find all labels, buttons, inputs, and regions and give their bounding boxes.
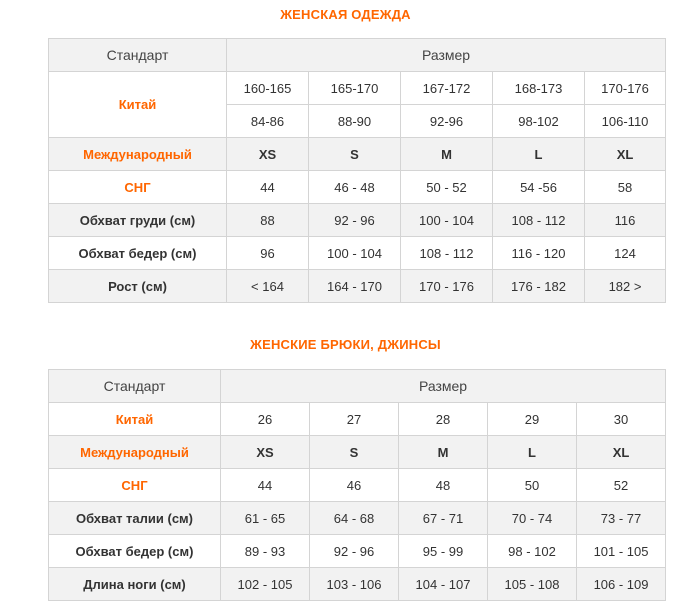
table-cell: 108 - 112: [401, 237, 493, 270]
table-header-row: [49, 370, 666, 403]
standard-header: Стандарт: [49, 370, 221, 403]
table-cell: 103 - 106: [310, 568, 399, 601]
table-cell: 89 - 93: [221, 535, 310, 568]
table-cell: 54 -56: [493, 171, 585, 204]
table-row: [49, 171, 666, 204]
table-cell: S: [310, 436, 399, 469]
table-cell: 28: [399, 403, 488, 436]
table-row: [49, 138, 666, 171]
table-cell: 182 >: [585, 270, 666, 303]
table-cell: 96: [227, 237, 309, 270]
table-cell: 101 - 105: [577, 535, 666, 568]
table-row: [49, 72, 666, 105]
table-row: [49, 204, 666, 237]
table-cell: 50 - 52: [401, 171, 493, 204]
table-cell: 164 - 170: [309, 270, 401, 303]
table-cell: 44: [227, 171, 309, 204]
size-header: Размер: [227, 39, 666, 72]
table-cell: 88: [227, 204, 309, 237]
women-pants-size-table: [48, 369, 666, 601]
table-cell: 160-165: [227, 72, 309, 105]
table-cell: 46: [310, 469, 399, 502]
table-cell: L: [488, 436, 577, 469]
table-cell: 92 - 96: [309, 204, 401, 237]
table-cell: 50: [488, 469, 577, 502]
table-cell: XS: [227, 138, 309, 171]
table-row: [49, 469, 666, 502]
table-cell: 48: [399, 469, 488, 502]
table-cell: 167-172: [401, 72, 493, 105]
table-cell: 27: [310, 403, 399, 436]
table-row: [49, 502, 666, 535]
table-cell: 170-176: [585, 72, 666, 105]
table-cell: 105 - 108: [488, 568, 577, 601]
table-cell: 170 - 176: [401, 270, 493, 303]
row-label-china: Китай: [49, 403, 221, 436]
women-clothing-size-table: [48, 38, 666, 303]
table-cell: M: [399, 436, 488, 469]
table-cell: 106-110: [585, 105, 666, 138]
table-cell: M: [401, 138, 493, 171]
table-cell: XS: [221, 436, 310, 469]
table-cell: < 164: [227, 270, 309, 303]
table-cell: 92 - 96: [310, 535, 399, 568]
row-label-waist-girth: Обхват талии (см): [49, 502, 221, 535]
table-cell: 67 - 71: [399, 502, 488, 535]
table-cell: 73 - 77: [577, 502, 666, 535]
row-label-hip-girth: Обхват бедер (см): [49, 535, 221, 568]
table-row: [49, 535, 666, 568]
row-label-international: Международный: [49, 138, 227, 171]
table-header-row: [49, 39, 666, 72]
table-cell: S: [309, 138, 401, 171]
row-label-china: Китай: [49, 72, 227, 138]
table-row: [49, 436, 666, 469]
women-pants-title: ЖЕНСКИЕ БРЮКИ, ДЖИНСЫ: [250, 337, 441, 352]
table-cell: 104 - 107: [399, 568, 488, 601]
row-label-leg-length: Длина ноги (см): [49, 568, 221, 601]
table-row: [49, 403, 666, 436]
table-cell: 176 - 182: [493, 270, 585, 303]
table-cell: L: [493, 138, 585, 171]
table-cell: 58: [585, 171, 666, 204]
table-cell: 70 - 74: [488, 502, 577, 535]
table-cell: 44: [221, 469, 310, 502]
table-cell: 116: [585, 204, 666, 237]
table-cell: 61 - 65: [221, 502, 310, 535]
row-label-cis: СНГ: [49, 469, 221, 502]
table-cell: XL: [585, 138, 666, 171]
standard-header: Стандарт: [49, 39, 227, 72]
table-cell: 116 - 120: [493, 237, 585, 270]
table-cell: 95 - 99: [399, 535, 488, 568]
women-clothing-title: ЖЕНСКАЯ ОДЕЖДА: [280, 7, 411, 22]
table-cell: 98-102: [493, 105, 585, 138]
table-cell: 168-173: [493, 72, 585, 105]
table-cell: 84-86: [227, 105, 309, 138]
table-row: [49, 237, 666, 270]
table-cell: 108 - 112: [493, 204, 585, 237]
table-cell: 165-170: [309, 72, 401, 105]
row-label-cis: СНГ: [49, 171, 227, 204]
table-row: [49, 270, 666, 303]
table-cell: 88-90: [309, 105, 401, 138]
table-cell: 29: [488, 403, 577, 436]
table-cell: 46 - 48: [309, 171, 401, 204]
row-label-height: Рост (см): [49, 270, 227, 303]
table-cell: 98 - 102: [488, 535, 577, 568]
row-label-international: Международный: [49, 436, 221, 469]
table-cell: 30: [577, 403, 666, 436]
table-cell: 100 - 104: [401, 204, 493, 237]
row-label-chest-girth: Обхват груди (см): [49, 204, 227, 237]
table-cell: 124: [585, 237, 666, 270]
table-cell: 106 - 109: [577, 568, 666, 601]
table-cell: 52: [577, 469, 666, 502]
table-cell: 64 - 68: [310, 502, 399, 535]
row-label-hip-girth: Обхват бедер (см): [49, 237, 227, 270]
table-cell: 26: [221, 403, 310, 436]
table-cell: XL: [577, 436, 666, 469]
table-cell: 102 - 105: [221, 568, 310, 601]
table-cell: 100 - 104: [309, 237, 401, 270]
table-cell: 92-96: [401, 105, 493, 138]
table-row: [49, 568, 666, 601]
size-header: Размер: [221, 370, 666, 403]
